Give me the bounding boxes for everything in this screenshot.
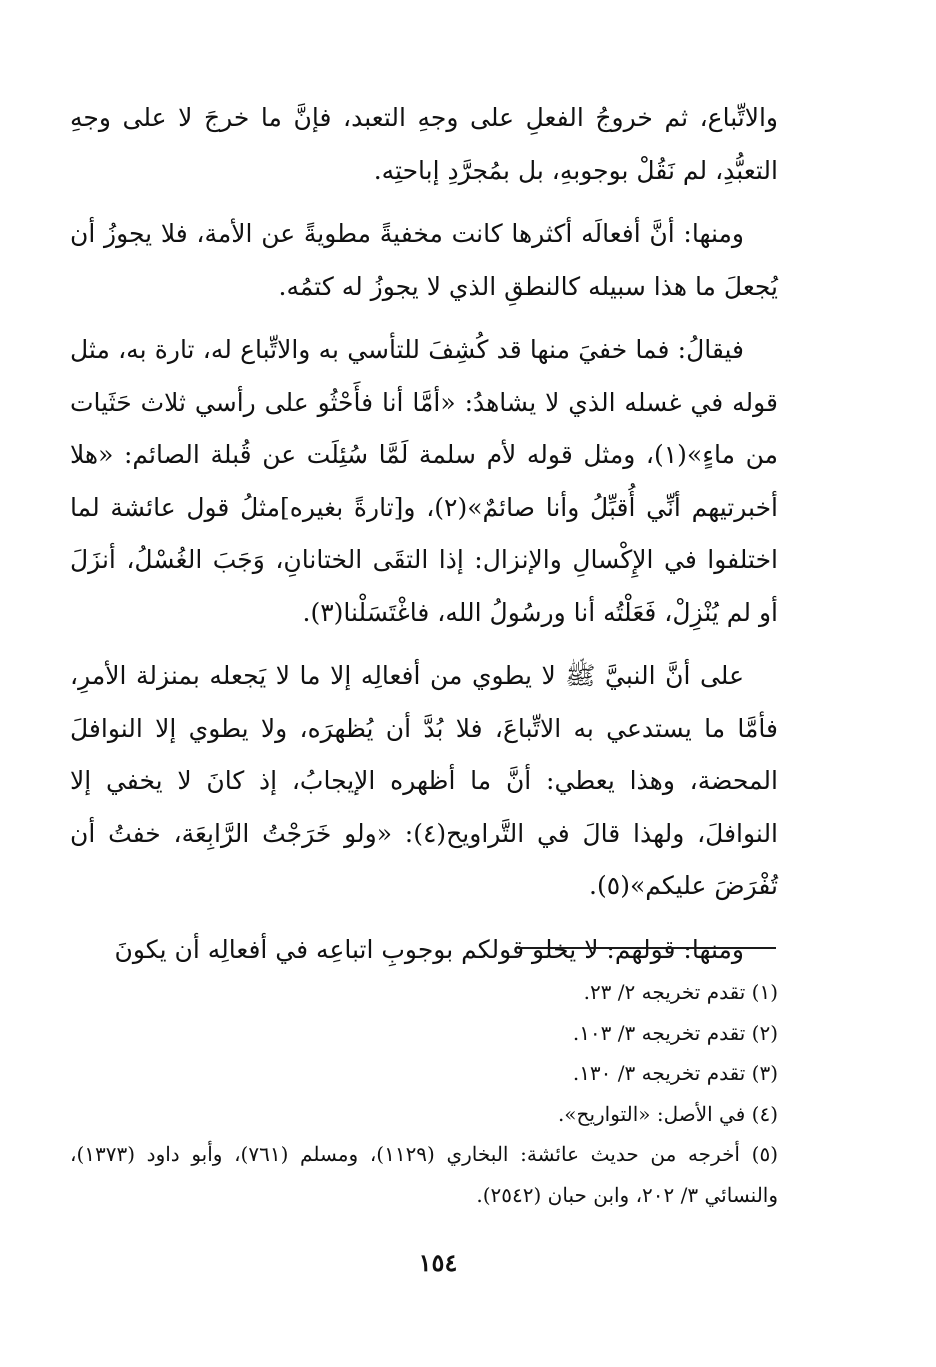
paragraph: فيقالُ: فما خفيَ منها قد كُشِفَ للتأسي به والاتِّباع له، تارة به، مثل قوله في غسله الذي لا يشاهدُ: «أمَّا أنا فأَحْثُو على رأسي ثلاث حَثَيات من ماءٍ»(١)، ومثل قوله لأم سلمة لَمَّا سُئِلَت عن قُبلة الصائم: «هلا أخبرتيهم أنِّي أُقبِّلُ وأنا صائمٌ»(٢)، و[تارةً بغيره]مثلُ قول عائشة لما اختلفوا في الإِكْسالِ والإنزال: إذا التقَى الختانانِ، وَجَبَ الغُسْلُ، أنزَلَ أو لم يُنْزِلْ، فَعَلْتُه أنا ورسُولُ الله، فاغْتَسَلْنا(٣). <box>70 335 779 627</box>
paragraph: والاتِّباع، ثم خروجُ الفعلِ على وجهِ التعبد، فإنَّ ما خرجَ لا على وجهِ التعبُّدِ، لم نَقُلْ بوجوبهِ، بل بمُجرَّدِ إباحتِه. <box>70 103 778 185</box>
footnote: (١) تقدم تخريجه ٢/ ٢٣. <box>583 980 778 1004</box>
paragraph: على أنَّ النبيَّ ﷺ لا يطوي من أفعالِه إلا ما لا يَجعله بمنزلة الأمرِ، فأمَّا ما يستدعي به الاتِّباعَ، فلا بُدَّ أن يُظهرَه، ولا يطوي إلا النوافلَ المحضة، وهذا يعطي: أنَّ ما أظهره الإيجابُ، إذ كانَ لا يخفي إلا النوافلَ، ولهذا قالَ في التَّراويح(٤): «ولو خَرَجْتُ الرَّابِعَة، خفتُ أن تُفْرَضَ عليكم»(٥). <box>70 661 779 900</box>
main-text <box>70 92 778 987</box>
paragraph: ومنها: قولهم: لا يخلو قولكم بوجوبِ اتباعِه في أفعالِه أن يكونَ <box>114 934 744 964</box>
page-number: ١٥٤ <box>418 1248 458 1277</box>
footnote: (٣) تقدم تخريجه ٣/ ١٣٠. <box>572 1061 778 1085</box>
footnotes <box>70 972 778 1215</box>
footnote: (٤) في الأصل: «التواريح». <box>557 1101 778 1126</box>
paragraph: ومنها: أنَّ أفعالَه أكثرها كانت مخفيةً مطويةً عن الأمة، فلا يجوزُ أن يُجعلَ ما هذا سبيله كالنطقِ الذي لا يجوزُ له كتمُه. <box>70 219 778 301</box>
footnote-divider <box>518 947 776 949</box>
footnote: (٢) تقدم تخريجه ٣/ ١٠٣. <box>572 1020 778 1045</box>
footnote: (٥) أخرجه من حديث عائشة: البخاري (١١٢٩)، ومسلم (٧٦١)، وأبو داود (١٣٧٣)، والنسائي ٣/ ٢٠٢، وابن حبان (٢٥٤٢). <box>70 1142 778 1207</box>
